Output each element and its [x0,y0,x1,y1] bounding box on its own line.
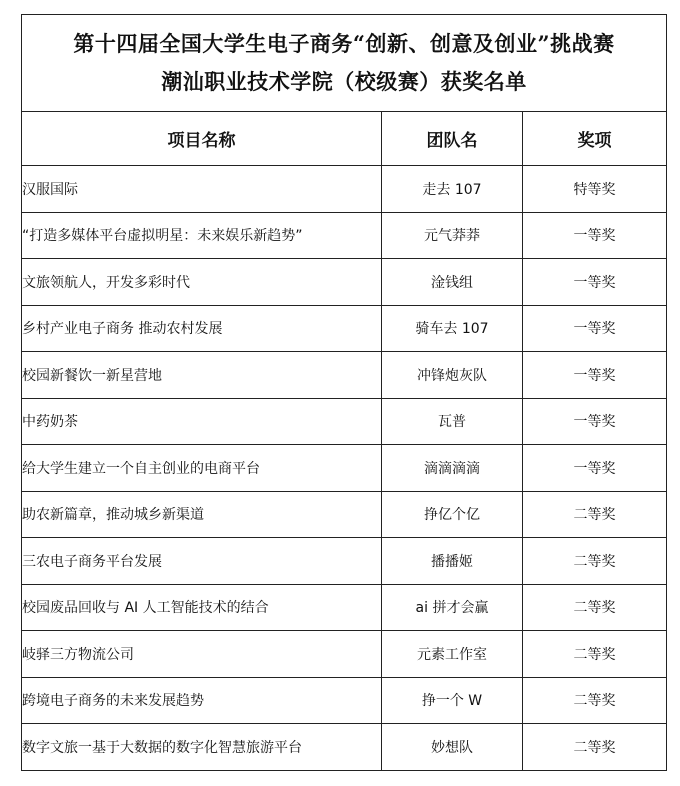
cell-project: 校园废品回收与 AI 人工智能技术的结合 [22,584,382,631]
award-table [21,14,667,771]
award-document [21,14,666,771]
cell-team: 走去 107 [382,166,523,213]
table-row [22,259,667,306]
cell-project: 校园新餐饮一新星营地 [22,352,382,399]
cell-project: 乡村产业电子商务 推动农村发展 [22,305,382,352]
cell-project: 中药奶茶 [22,398,382,445]
title-row [22,15,667,112]
table-row [22,212,667,259]
title-cell [22,15,667,112]
cell-project: 跨境电子商务的未来发展趋势 [22,677,382,724]
cell-team: 元素工作室 [382,631,523,678]
document-title-line1: 第十四届全国大学生电子商务“创新、创意及创业”挑战赛 [73,31,615,56]
cell-award: 二等奖 [523,538,667,585]
cell-team: 挣一个 W [382,677,523,724]
document-title-line2: 潮汕职业技术学院（校级赛）获奖名单 [161,69,527,94]
cell-project: 助农新篇章，推动城乡新渠道 [22,491,382,538]
cell-award: 二等奖 [523,724,667,771]
cell-project: 岐驿三方物流公司 [22,631,382,678]
cell-project: 给大学生建立一个自主创业的电商平台 [22,445,382,492]
cell-award: 一等奖 [523,259,667,306]
table-row [22,677,667,724]
cell-team: ai 拼才会赢 [382,584,523,631]
table-row [22,724,667,771]
table-row [22,491,667,538]
cell-award: 一等奖 [523,212,667,259]
table-header-row [22,112,667,166]
cell-project: 数字文旅一基于大数据的数字化智慧旅游平台 [22,724,382,771]
table-row [22,538,667,585]
table-row [22,305,667,352]
cell-award: 一等奖 [523,445,667,492]
cell-team: 妙想队 [382,724,523,771]
cell-project: “打造多媒体平台虚拟明星：未来娱乐新趋势” [22,212,382,259]
header-award: 奖项 [523,112,667,166]
cell-project: 文旅领航人，开发多彩时代 [22,259,382,306]
cell-award: 特等奖 [523,166,667,213]
table-row [22,352,667,399]
header-project: 项目名称 [22,112,382,166]
cell-team: 骑车去 107 [382,305,523,352]
cell-project: 三农电子商务平台发展 [22,538,382,585]
cell-team: 滴滴滴滴 [382,445,523,492]
cell-award: 一等奖 [523,398,667,445]
cell-award: 二等奖 [523,677,667,724]
cell-team: 元气莽莽 [382,212,523,259]
table-row [22,631,667,678]
table-row [22,584,667,631]
cell-team: 播播姬 [382,538,523,585]
cell-award: 二等奖 [523,584,667,631]
cell-award: 一等奖 [523,305,667,352]
cell-team: 瓦普 [382,398,523,445]
cell-team: 冲锋炮灰队 [382,352,523,399]
cell-project: 汉服国际 [22,166,382,213]
header-team: 团队名 [382,112,523,166]
table-row [22,445,667,492]
cell-award: 二等奖 [523,631,667,678]
table-row [22,166,667,213]
cell-award: 二等奖 [523,491,667,538]
table-row [22,398,667,445]
cell-team: 挣亿个亿 [382,491,523,538]
cell-team: 淦钱组 [382,259,523,306]
cell-award: 一等奖 [523,352,667,399]
